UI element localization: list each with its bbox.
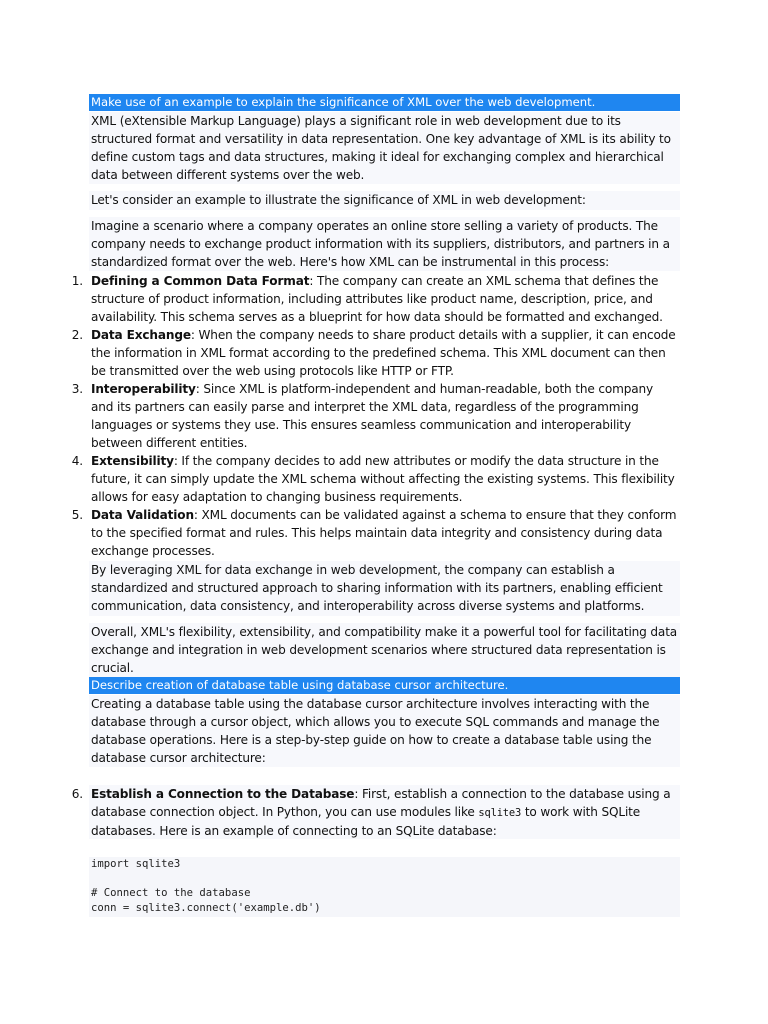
list-text: to work with SQLite databases. Here is an example of connecting to an SQLite database: bbox=[91, 805, 641, 839]
list-text: : Since XML is platform-independent and human-readable, both the company and its partners can easily parse and interpret the XML data, regardless of the programming languages or systems they use. This ensures seamless communication and interoperability between different entities. bbox=[91, 382, 654, 451]
list-number: 1. bbox=[71, 274, 83, 288]
question-heading-xml: Make use of an example to explain the significance of XML over the web development. bbox=[89, 94, 680, 111]
list-term: Data Validation bbox=[91, 508, 194, 522]
list-term: Extensibility bbox=[91, 454, 174, 468]
inline-code: sqlite3 bbox=[478, 807, 522, 820]
list-term: Interoperability bbox=[91, 382, 196, 396]
list-item bbox=[71, 326, 680, 380]
list-item bbox=[71, 506, 680, 560]
xml-intro-block bbox=[89, 112, 680, 184]
list-text: : First, establish a connection to the database using a database connection object. In Python, you can use modules like bbox=[91, 787, 671, 820]
list-number: 6. bbox=[71, 787, 83, 801]
db-intro-block bbox=[89, 695, 680, 767]
list-text: : When the company needs to share product details with a supplier, it can encode the information in XML format according to the predefined schema. This XML document can then be transmitted over the web using protocols like HTTP or FTP. bbox=[91, 328, 676, 379]
conclusion-block-2 bbox=[89, 623, 680, 677]
code-line: import sqlite3 bbox=[91, 858, 181, 870]
list-item bbox=[71, 272, 680, 326]
scenario-paragraph: Imagine a scenario where a company operates an online store selling a variety of products. The company needs to exchange product information with its suppliers, distributors, and partners in a standardized format over the web. Here's how XML can be instrumental in this process: bbox=[91, 219, 670, 270]
conclusion-block-1 bbox=[89, 561, 680, 616]
list-number: 3. bbox=[71, 382, 83, 396]
example-intro-block bbox=[89, 191, 680, 210]
code-line: conn = sqlite3.connect('example.db') bbox=[91, 901, 321, 914]
question-heading-database: Describe creation of database table using database cursor architecture. bbox=[89, 677, 680, 694]
list-term: Defining a Common Data Format bbox=[91, 274, 310, 288]
list-number: 2. bbox=[71, 328, 83, 342]
list-text: : The company can create an XML schema that defines the structure of product information, including attributes like product name, description, price, and availability. This schema serves as a blueprint for how data should be formatted and exchanged. bbox=[91, 274, 663, 325]
list-number: 5. bbox=[71, 508, 83, 522]
code-line bbox=[91, 872, 678, 887]
list-text: : If the company decides to add new attributes or modify the data structure in the future, it can simply update the XML schema without affecting the existing systems. This flexibility allows for easy adaptation to changing business requirements. bbox=[91, 454, 675, 505]
example-intro-paragraph: Let's consider an example to illustrate the significance of XML in web development: bbox=[91, 193, 586, 207]
list-item bbox=[71, 380, 680, 452]
list-item bbox=[71, 785, 680, 839]
list-term: Data Exchange bbox=[91, 328, 191, 342]
conclusion-paragraph-1: By leveraging XML for data exchange in web development, the company can establish a standardized and structured approach to sharing information with its partners, enabling efficient communication, data consistency, and interoperability across diverse systems and platforms. bbox=[91, 563, 663, 614]
xml-benefits-list bbox=[71, 272, 680, 560]
xml-intro-paragraph: XML (eXtensible Markup Language) plays a significant role in web development due to its structured format and versatility in data representation. One key advantage of XML is its ability to define custom tags and data structures, making it ideal for exchanging complex and hierarchical data between different systems over the web. bbox=[91, 114, 671, 183]
scenario-block bbox=[89, 217, 680, 271]
conclusion-paragraph-2: Overall, XML's flexibility, extensibility, and compatibility make it a powerful tool for facilitating data exchange and integration in web development scenarios where structured data representation is crucial. bbox=[91, 625, 678, 676]
db-steps-list bbox=[71, 785, 680, 839]
code-block bbox=[89, 857, 680, 917]
list-number: 4. bbox=[71, 454, 83, 468]
list-item bbox=[71, 452, 680, 506]
db-intro-paragraph: Creating a database table using the database cursor architecture involves interacting with the database through a cursor object, which allows you to execute SQL commands and manage the database operations. Here is a step-by-step guide on how to create a database table using the database cursor architecture: bbox=[91, 697, 660, 766]
code-line: # Connect to the database bbox=[91, 887, 251, 899]
list-term: Establish a Connection to the Database bbox=[91, 787, 355, 801]
list-text: : XML documents can be validated against a schema to ensure that they conform to the specified format and rules. This helps maintain data integrity and consistency during data exchange processes. bbox=[91, 508, 677, 559]
